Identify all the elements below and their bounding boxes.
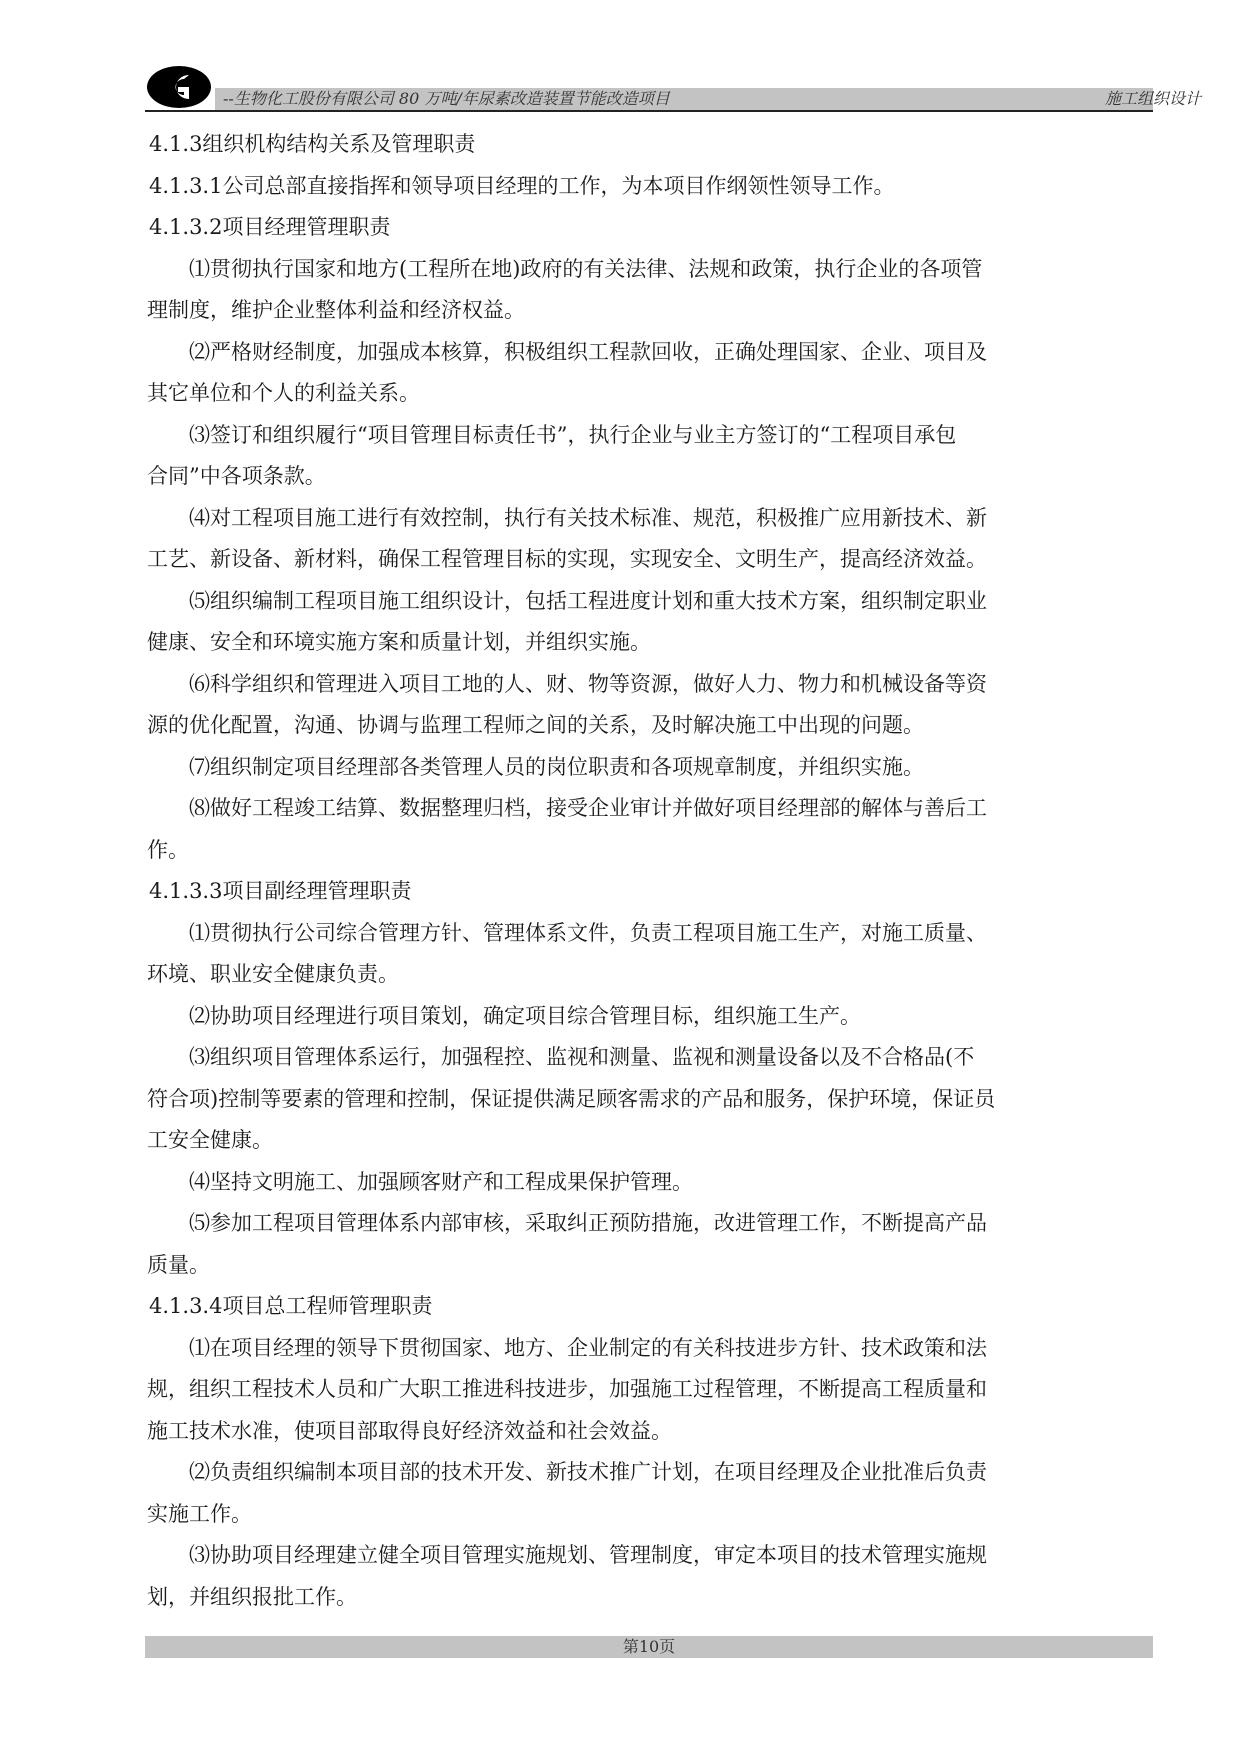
body-text-line: ⑵严格财经制度，加强成本核算，积极组织工程款回收，正确处理国家、企业、项目及 — [189, 339, 987, 364]
body-text-line: 环境、职业安全健康负责。 — [147, 962, 399, 986]
body-text-line: ⑴贯彻执行公司综合管理方针、管理体系文件，负责工程项目施工生产，对施工质量、 — [189, 920, 987, 945]
body-text-line: 作。 — [147, 837, 189, 862]
body-text-line: 质量。 — [147, 1252, 210, 1277]
body-text-line: 规，组织工程技术人员和广大职工推进科技进步，加强施工过程管理，不断提高工程质量和 — [147, 1377, 987, 1401]
page-number: 第10页 — [622, 1637, 676, 1656]
body-text-line: ⑴在项目经理的领导下贯彻国家、地方、企业制定的有关科技进步方针、技术政策和法 — [189, 1335, 987, 1360]
company-logo-icon — [145, 64, 217, 110]
header-doc-title: 施工组织设计 — [1105, 89, 1202, 108]
body-text-line: 符合项)控制等要素的管理和控制，保证提供满足顾客需求的产品和服务，保护环境，保证员 — [147, 1086, 996, 1111]
body-text-line: ⑹科学组织和管理进入项目工地的人、财、物等资源，做好人力、物力和机械设备等资 — [189, 671, 987, 696]
section-heading: 4.1.3组织机构结构关系及管理职责 — [149, 132, 476, 156]
body-text-line: 工安全健康。 — [147, 1128, 273, 1152]
body-text-line: ⑶协助项目经理建立健全项目管理实施规划、管理制度，审定本项目的技术管理实施规 — [189, 1543, 987, 1567]
body-text-line: 施工技术水准，使项目部取得良好经济效益和社会效益。 — [147, 1418, 672, 1443]
body-text-line: ⑶签订和组织履行“项目管理目标责任书”，执行企业与业主方签订的“工程项目承包 — [189, 422, 957, 447]
section-heading: 4.1.3.1公司总部直接指挥和领导项目经理的工作，为本项目作纲领性领导工作。 — [149, 173, 895, 198]
body-text-line: 划，并组织报批工作。 — [147, 1584, 357, 1609]
section-heading: 4.1.3.2项目经理管理职责 — [149, 215, 391, 239]
body-text-line: ⑻做好工程竣工结算、数据整理归档，接受企业审计并做好项目经理部的解体与善后工 — [189, 796, 987, 820]
body-text-line: ⑴贯彻执行国家和地方(工程所在地)政府的有关法律、法规和政策，执行企业的各项管 — [189, 256, 983, 281]
body-text-line: 理制度，维护企业整体利益和经济权益。 — [147, 298, 525, 322]
body-text-line: 其它单位和个人的利益关系。 — [147, 381, 420, 405]
body-text-line: ⑶组织项目管理体系运行，加强程控、监视和测量、监视和测量设备以及不合格品(不 — [189, 1045, 975, 1069]
body-text-line: ⑷对工程项目施工进行有效控制，执行有关技术标准、规范，积极推广应用新技术、新 — [189, 505, 987, 530]
body-text-line: 实施工作。 — [147, 1501, 252, 1526]
section-heading: 4.1.3.4项目总工程师管理职责 — [149, 1294, 433, 1318]
body-text-line: 工艺、新设备、新材料，确保工程管理目标的实现，实现安全、文明生产，提高经济效益。 — [147, 547, 987, 571]
body-text-line: 源的优化配置，沟通、协调与监理工程师之间的关系，及时解决施工中出现的问题。 — [147, 713, 924, 737]
body-text-line: ⑵协助项目经理进行项目策划，确定项目综合管理目标，组织施工生产。 — [189, 1003, 861, 1028]
header-divider — [145, 110, 1153, 112]
page-footer — [145, 1636, 1153, 1658]
body-text-line: 合同”中各项条款。 — [147, 464, 326, 488]
header-bar — [215, 88, 1202, 110]
body-text-line: ⑷坚持文明施工、加强顾客财产和工程成果保护管理。 — [189, 1169, 693, 1194]
header-company-project: --生物化工股份有限公司 80 万吨/年尿素改造装置节能改造项目 — [223, 89, 670, 108]
body-text-line: ⑵负责组织编制本项目部的技术开发、新技术推广计划，在项目经理及企业批准后负责 — [189, 1460, 987, 1484]
body-text-line: ⑺组织制定项目经理部各类管理人员的岗位职责和各项规章制度，并组织实施。 — [189, 754, 924, 779]
section-heading: 4.1.3.3项目副经理管理职责 — [149, 879, 412, 903]
document-body — [145, 124, 1153, 1618]
page-header — [145, 60, 1202, 116]
body-text-line: 健康、安全和环境实施方案和质量计划，并组织实施。 — [147, 630, 651, 654]
body-text-line: ⑸参加工程项目管理体系内部审核，采取纠正预防措施，改进管理工作，不断提高产品 — [189, 1211, 987, 1235]
body-text-line: ⑸组织编制工程项目施工组织设计，包括工程进度计划和重大技术方案，组织制定职业 — [189, 588, 987, 613]
